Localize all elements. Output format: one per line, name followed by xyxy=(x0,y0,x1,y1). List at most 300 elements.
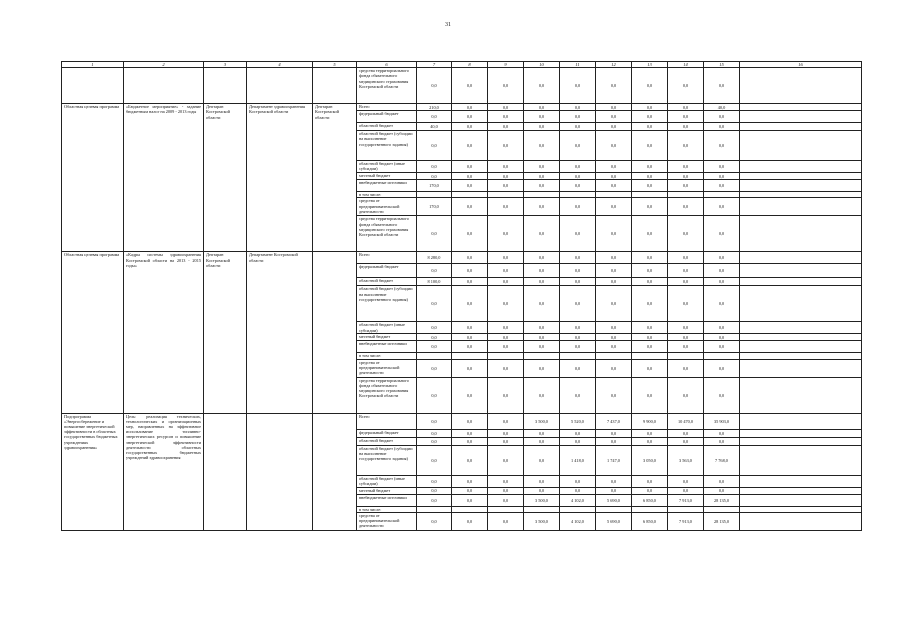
header-cell: 9 xyxy=(488,62,524,68)
value-cell: 7 913,0 xyxy=(668,512,704,530)
value-cell: 0,0 xyxy=(452,264,488,278)
value-cell: 0,0 xyxy=(452,216,488,252)
header-cell: 14 xyxy=(668,62,704,68)
value-cell: 0,0 xyxy=(704,264,740,278)
value-cell: 0,0 xyxy=(704,111,740,123)
value-cell: 0,0 xyxy=(452,173,488,180)
value-cell: 0,0 xyxy=(632,359,668,377)
budget-table xyxy=(61,61,862,531)
value-cell: 0,0 xyxy=(596,111,632,123)
value-cell: 0,0 xyxy=(488,264,524,278)
source-label-cell: внебюджетные источники xyxy=(357,180,417,192)
value-cell: 0,0 xyxy=(632,161,668,173)
value-cell: 0,0 xyxy=(704,286,740,322)
value-cell: 7 437,0 xyxy=(596,413,632,429)
header-cell: 8 xyxy=(452,62,488,68)
value-cell: 40,0 xyxy=(417,123,452,131)
source-label-cell: областной бюджет (иные субсидии) xyxy=(357,322,417,334)
value-cell: 0,0 xyxy=(488,111,524,123)
source-label-cell: Всего xyxy=(357,413,417,429)
source-label-cell: внебюджетные источники xyxy=(357,341,417,353)
value-cell: 0,0 xyxy=(524,216,560,252)
value-cell: 0,0 xyxy=(452,111,488,123)
value-cell: 0,0 xyxy=(524,252,560,264)
value-cell: 4 102,0 xyxy=(560,494,596,506)
value-cell: 40,0 xyxy=(704,104,740,111)
blank-cell xyxy=(124,68,204,104)
value-cell: 0,0 xyxy=(632,322,668,334)
value-cell: 0,0 xyxy=(452,286,488,322)
table-row xyxy=(62,68,862,104)
value-cell: 0,0 xyxy=(704,377,740,413)
source-label-cell: в том числе: xyxy=(357,192,417,198)
value-cell: 3 563,0 xyxy=(668,445,704,475)
source-label-cell: областной бюджет xyxy=(357,437,417,445)
header-cell: 5 xyxy=(313,62,357,68)
value-cell: 0,0 xyxy=(452,161,488,173)
value-cell: 0,0 xyxy=(524,437,560,445)
value-cell: 0,0 xyxy=(704,334,740,341)
value-cell: 0,0 xyxy=(704,68,740,104)
value-cell: 0,0 xyxy=(452,494,488,506)
value-cell: 0,0 xyxy=(488,216,524,252)
value-cell: 0,0 xyxy=(668,341,704,353)
value-cell: 0,0 xyxy=(668,286,704,322)
value-cell: 0,0 xyxy=(488,334,524,341)
blank-cell xyxy=(740,131,862,161)
value-cell: 0,0 xyxy=(488,161,524,173)
value-cell: 0,0 xyxy=(488,173,524,180)
value-cell: 10 470,0 xyxy=(668,413,704,429)
value-cell: 0,0 xyxy=(704,173,740,180)
table-row xyxy=(62,104,862,111)
value-cell: 0,0 xyxy=(596,429,632,437)
blank-cell xyxy=(740,322,862,334)
value-cell: 0,0 xyxy=(632,252,668,264)
program-c5-cell xyxy=(313,413,357,530)
value-cell: 0,0 xyxy=(596,286,632,322)
value-cell: 0,0 xyxy=(452,429,488,437)
blank-cell xyxy=(62,68,124,104)
value-cell: 0,0 xyxy=(632,131,668,161)
value-cell: 0,0 xyxy=(488,429,524,437)
value-cell: 0,0 xyxy=(524,445,560,475)
value-cell: 0,0 xyxy=(560,252,596,264)
value-cell: 0,0 xyxy=(560,173,596,180)
blank-cell xyxy=(740,198,862,216)
value-cell: 0,0 xyxy=(560,123,596,131)
value-cell: 0,0 xyxy=(704,252,740,264)
value-cell: 5 520,0 xyxy=(560,413,596,429)
value-cell: 0,0 xyxy=(668,161,704,173)
value-cell: 0,0 xyxy=(596,216,632,252)
value-cell: 0,0 xyxy=(632,487,668,494)
value-cell: 0,0 xyxy=(417,487,452,494)
value-cell: 0,0 xyxy=(488,475,524,487)
source-label-cell: местный бюджет xyxy=(357,487,417,494)
value-cell: 0,0 xyxy=(417,322,452,334)
value-cell: 0,0 xyxy=(632,437,668,445)
source-label-cell: федеральный бюджет xyxy=(357,429,417,437)
value-cell: 0,0 xyxy=(596,198,632,216)
value-cell: 0,0 xyxy=(560,68,596,104)
source-label-cell: средства от предпринимательской деятельности xyxy=(357,512,417,530)
blank-cell xyxy=(313,68,357,104)
blank-cell xyxy=(740,512,862,530)
value-cell: 0,0 xyxy=(488,377,524,413)
value-cell: 0,0 xyxy=(596,68,632,104)
header-cell: 16 xyxy=(740,62,862,68)
source-label-cell: в том числе: xyxy=(357,353,417,359)
header-cell: 1 xyxy=(62,62,124,68)
value-cell: 0,0 xyxy=(452,377,488,413)
value-cell: 0,0 xyxy=(596,264,632,278)
value-cell: 0,0 xyxy=(596,252,632,264)
value-cell: 0,0 xyxy=(632,278,668,286)
value-cell: 0,0 xyxy=(632,173,668,180)
value-cell: 0,0 xyxy=(668,278,704,286)
blank-cell xyxy=(740,494,862,506)
value-cell: 0,0 xyxy=(560,322,596,334)
program-c3-cell: Дептаран Костромской области xyxy=(204,104,247,252)
value-cell: 0,0 xyxy=(560,198,596,216)
blank-cell xyxy=(740,341,862,353)
blank-cell xyxy=(740,216,862,252)
value-cell: 0,0 xyxy=(560,341,596,353)
value-cell: 0,0 xyxy=(488,68,524,104)
value-cell: 7 768,0 xyxy=(704,445,740,475)
value-cell: 0,0 xyxy=(668,487,704,494)
blank-cell xyxy=(740,123,862,131)
value-cell: 5 690,0 xyxy=(596,494,632,506)
value-cell: 0,0 xyxy=(488,322,524,334)
value-cell: 0,0 xyxy=(596,359,632,377)
source-label-cell: областной бюджет (субсидии на выполнение государственного задания) xyxy=(357,445,417,475)
value-cell: 0,0 xyxy=(632,216,668,252)
source-label-cell: областной бюджет (субсидии на выполнение государственного задания) xyxy=(357,131,417,161)
blank-cell xyxy=(740,334,862,341)
value-cell: 0,0 xyxy=(596,123,632,131)
value-cell: 6 850,0 xyxy=(632,494,668,506)
source-label-cell: федеральный бюджет xyxy=(357,111,417,123)
blank-cell xyxy=(740,286,862,322)
source-label-cell: областной бюджет xyxy=(357,123,417,131)
blank-cell xyxy=(204,68,247,104)
value-cell: 0,0 xyxy=(524,123,560,131)
source-label-cell: средства территориального фонда обязательного медицинского страхования Костромской области xyxy=(357,216,417,252)
value-cell: 0,0 xyxy=(524,487,560,494)
source-label-cell: областной бюджет (иные субсидии) xyxy=(357,475,417,487)
value-cell: 0,0 xyxy=(560,161,596,173)
source-label-cell: средства территориального фонда обязательного медицинского страхования Костромской области xyxy=(357,377,417,413)
value-cell: 0,0 xyxy=(488,180,524,192)
blank-cell xyxy=(740,180,862,192)
value-cell: 0,0 xyxy=(668,131,704,161)
value-cell: 0,0 xyxy=(668,123,704,131)
value-cell: 0,0 xyxy=(596,475,632,487)
value-cell: 210,0 xyxy=(417,104,452,111)
source-label-cell: местный бюджет xyxy=(357,334,417,341)
value-cell: 0,0 xyxy=(560,180,596,192)
program-c3-cell: Дептаран Костромской области xyxy=(204,252,247,413)
value-cell: 170,0 xyxy=(417,180,452,192)
value-cell: 170,0 xyxy=(417,198,452,216)
value-cell: 5 690,0 xyxy=(596,512,632,530)
value-cell: 0,0 xyxy=(417,286,452,322)
value-cell: 0,0 xyxy=(596,341,632,353)
value-cell: 0,0 xyxy=(632,377,668,413)
value-cell: 0,0 xyxy=(596,180,632,192)
blank-cell xyxy=(740,161,862,173)
value-cell: 0,0 xyxy=(417,216,452,252)
program-c4-cell xyxy=(247,413,313,530)
value-cell: 0,0 xyxy=(596,161,632,173)
blank-cell xyxy=(740,445,862,475)
value-cell: 0,0 xyxy=(668,173,704,180)
value-cell: 0,0 xyxy=(524,359,560,377)
value-cell: 0,0 xyxy=(452,334,488,341)
value-cell: 0,0 xyxy=(668,437,704,445)
value-cell: 0,0 xyxy=(452,413,488,429)
value-cell: 0,0 xyxy=(524,475,560,487)
value-cell: 0,0 xyxy=(704,429,740,437)
value-cell: 3 050,0 xyxy=(632,445,668,475)
value-cell: 0,0 xyxy=(488,512,524,530)
value-cell: 0,0 xyxy=(560,286,596,322)
value-cell: 0,0 xyxy=(452,252,488,264)
table-row xyxy=(62,413,862,429)
value-cell: 0,0 xyxy=(452,341,488,353)
value-cell: 0,0 xyxy=(632,341,668,353)
value-cell: 0,0 xyxy=(668,429,704,437)
value-cell: 0,0 xyxy=(704,216,740,252)
program-c1-cell: Подпрограмма «Энергосбережение и повышение энергетической эффективности в областных государственных бюджетных учреждениях здравоохранения» xyxy=(62,413,124,530)
source-label-cell: областной бюджет (иные субсидии) xyxy=(357,161,417,173)
value-cell: 3 500,0 xyxy=(524,413,560,429)
value-cell: 0,0 xyxy=(560,111,596,123)
value-cell: 35 903,0 xyxy=(704,413,740,429)
value-cell: 0,0 xyxy=(560,437,596,445)
value-cell: 0,0 xyxy=(488,278,524,286)
value-cell: 0,0 xyxy=(668,111,704,123)
source-label-cell: внебюджетные источники xyxy=(357,494,417,506)
value-cell: 0,0 xyxy=(488,123,524,131)
value-cell: 0,0 xyxy=(417,173,452,180)
value-cell: 0,0 xyxy=(560,475,596,487)
value-cell: 0,0 xyxy=(560,377,596,413)
value-cell: 0,0 xyxy=(417,264,452,278)
value-cell: 0,0 xyxy=(417,475,452,487)
value-cell: 0,0 xyxy=(632,264,668,278)
value-cell: 0,0 xyxy=(417,429,452,437)
blank-cell xyxy=(740,264,862,278)
header-cell: 11 xyxy=(560,62,596,68)
value-cell: 7 913,0 xyxy=(668,494,704,506)
value-cell: 0,0 xyxy=(632,475,668,487)
value-cell: 0,0 xyxy=(488,131,524,161)
value-cell: 0,0 xyxy=(668,216,704,252)
value-cell: 0,0 xyxy=(668,322,704,334)
value-cell: 0,0 xyxy=(704,131,740,161)
value-cell: 0,0 xyxy=(596,104,632,111)
value-cell: 0,0 xyxy=(417,334,452,341)
value-cell: 0,0 xyxy=(488,487,524,494)
program-c3-cell xyxy=(204,413,247,530)
value-cell: 0,0 xyxy=(524,286,560,322)
value-cell: 0,0 xyxy=(417,377,452,413)
value-cell: 0,0 xyxy=(668,104,704,111)
value-cell: 0,0 xyxy=(524,104,560,111)
program-c5-cell xyxy=(313,252,357,413)
value-cell: 0,0 xyxy=(417,445,452,475)
program-c2-cell: «Кадры системы здравоохранения Костромской области на 2013 - 2015 годы» xyxy=(124,252,204,413)
value-cell: 0,0 xyxy=(632,123,668,131)
value-cell: 0,0 xyxy=(596,334,632,341)
table-row xyxy=(62,252,862,264)
header-cell: 13 xyxy=(632,62,668,68)
value-cell: 0,0 xyxy=(668,377,704,413)
value-cell: 0,0 xyxy=(668,475,704,487)
blank-cell xyxy=(247,68,313,104)
value-cell: 3 500,0 xyxy=(524,512,560,530)
value-cell: 0,0 xyxy=(417,359,452,377)
value-cell: 0,0 xyxy=(488,359,524,377)
blank-cell xyxy=(740,437,862,445)
value-cell: 0,0 xyxy=(417,161,452,173)
value-cell: 0,0 xyxy=(704,198,740,216)
header-cell: 4 xyxy=(247,62,313,68)
program-c4-cell: Департамент здравоохранения Костромской области xyxy=(247,104,313,252)
source-label-cell: Всего xyxy=(357,252,417,264)
value-cell: 0,0 xyxy=(524,334,560,341)
value-cell: 0,0 xyxy=(488,198,524,216)
value-cell: 0,0 xyxy=(452,123,488,131)
value-cell: 0,0 xyxy=(488,104,524,111)
value-cell: 0,0 xyxy=(524,68,560,104)
source-label-cell: федеральный бюджет xyxy=(357,264,417,278)
value-cell: 0,0 xyxy=(560,278,596,286)
header-cell: 10 xyxy=(524,62,560,68)
value-cell: 0,0 xyxy=(452,437,488,445)
value-cell: 0,0 xyxy=(417,413,452,429)
value-cell: 0,0 xyxy=(560,359,596,377)
value-cell: 0,0 xyxy=(452,359,488,377)
value-cell: 0,0 xyxy=(452,104,488,111)
blank-cell xyxy=(740,68,862,104)
value-cell: 0,0 xyxy=(560,264,596,278)
value-cell: 1 418,0 xyxy=(560,445,596,475)
value-cell: 0,0 xyxy=(452,445,488,475)
value-cell: 0,0 xyxy=(704,341,740,353)
value-cell: 0,0 xyxy=(417,341,452,353)
value-cell: 0,0 xyxy=(668,264,704,278)
value-cell: 0,0 xyxy=(560,487,596,494)
value-cell: 3 500,0 xyxy=(524,494,560,506)
value-cell: 0,0 xyxy=(704,359,740,377)
value-cell: 0,0 xyxy=(596,131,632,161)
header-cell: 3 xyxy=(204,62,247,68)
value-cell: 4 102,0 xyxy=(560,512,596,530)
value-cell: 0,0 xyxy=(417,131,452,161)
value-cell: 0,0 xyxy=(668,180,704,192)
value-cell: 0,0 xyxy=(488,413,524,429)
value-cell: 0,0 xyxy=(632,111,668,123)
value-cell: 0,0 xyxy=(452,198,488,216)
value-cell: 0,0 xyxy=(417,111,452,123)
header-cell: 6 xyxy=(357,62,417,68)
program-c1-cell: Областная целевая программа xyxy=(62,104,124,252)
value-cell: 0,0 xyxy=(632,429,668,437)
value-cell: 0,0 xyxy=(524,180,560,192)
value-cell: 0,0 xyxy=(596,437,632,445)
source-label-cell: средства от предпринимательской деятельности xyxy=(357,198,417,216)
value-cell: 0,0 xyxy=(704,180,740,192)
page-number: 31 xyxy=(445,22,451,28)
value-cell: 0,0 xyxy=(704,123,740,131)
source-label-cell: в том числе: xyxy=(357,506,417,512)
blank-cell xyxy=(740,104,862,111)
header-cell: 2 xyxy=(124,62,204,68)
value-cell: 0,0 xyxy=(417,494,452,506)
program-c5-cell: Дептаран Костромской области xyxy=(313,104,357,252)
value-cell: 0,0 xyxy=(632,180,668,192)
value-cell: 0,0 xyxy=(488,341,524,353)
value-cell: 0,0 xyxy=(488,286,524,322)
header-cell: 7 xyxy=(417,62,452,68)
value-cell: 0,0 xyxy=(452,68,488,104)
source-label-cell: средства от предпринимательской деятельности xyxy=(357,359,417,377)
value-cell: 0,0 xyxy=(704,487,740,494)
blank-cell xyxy=(740,413,862,429)
value-cell: 0,0 xyxy=(632,68,668,104)
value-cell: 0,0 xyxy=(560,429,596,437)
value-cell: 0,0 xyxy=(524,322,560,334)
value-cell: 0,0 xyxy=(452,512,488,530)
value-cell: 0,0 xyxy=(668,359,704,377)
value-cell: 28 135,0 xyxy=(704,512,740,530)
value-cell: 0,0 xyxy=(452,131,488,161)
value-cell: 0,0 xyxy=(632,104,668,111)
value-cell: 0,0 xyxy=(488,445,524,475)
value-cell: 0,0 xyxy=(524,341,560,353)
blank-cell xyxy=(740,278,862,286)
value-cell: 0,0 xyxy=(632,286,668,322)
value-cell: 0,0 xyxy=(524,111,560,123)
value-cell: 0,0 xyxy=(668,68,704,104)
value-cell: 0,0 xyxy=(488,437,524,445)
blank-cell xyxy=(740,111,862,123)
value-cell: 0,0 xyxy=(704,437,740,445)
value-cell: 0,0 xyxy=(596,173,632,180)
value-cell: 0,0 xyxy=(452,487,488,494)
value-cell: 0,0 xyxy=(704,475,740,487)
value-cell: 0,0 xyxy=(524,278,560,286)
value-cell: 0,0 xyxy=(417,68,452,104)
blank-cell xyxy=(740,252,862,264)
program-c2-cell: «Бюджетное мероприятие» - задание бюджетным налог на 2009 - 2013 годы xyxy=(124,104,204,252)
value-cell: 0,0 xyxy=(596,377,632,413)
value-cell: 0,0 xyxy=(704,161,740,173)
value-cell: 6 850,0 xyxy=(632,512,668,530)
value-cell: 0,0 xyxy=(452,475,488,487)
blank-cell xyxy=(740,377,862,413)
blank-cell xyxy=(740,487,862,494)
value-cell: 1 747,0 xyxy=(596,445,632,475)
value-cell: 0,0 xyxy=(668,334,704,341)
value-cell: 0,0 xyxy=(560,104,596,111)
value-cell: 0,0 xyxy=(452,278,488,286)
value-cell: 0,0 xyxy=(524,131,560,161)
